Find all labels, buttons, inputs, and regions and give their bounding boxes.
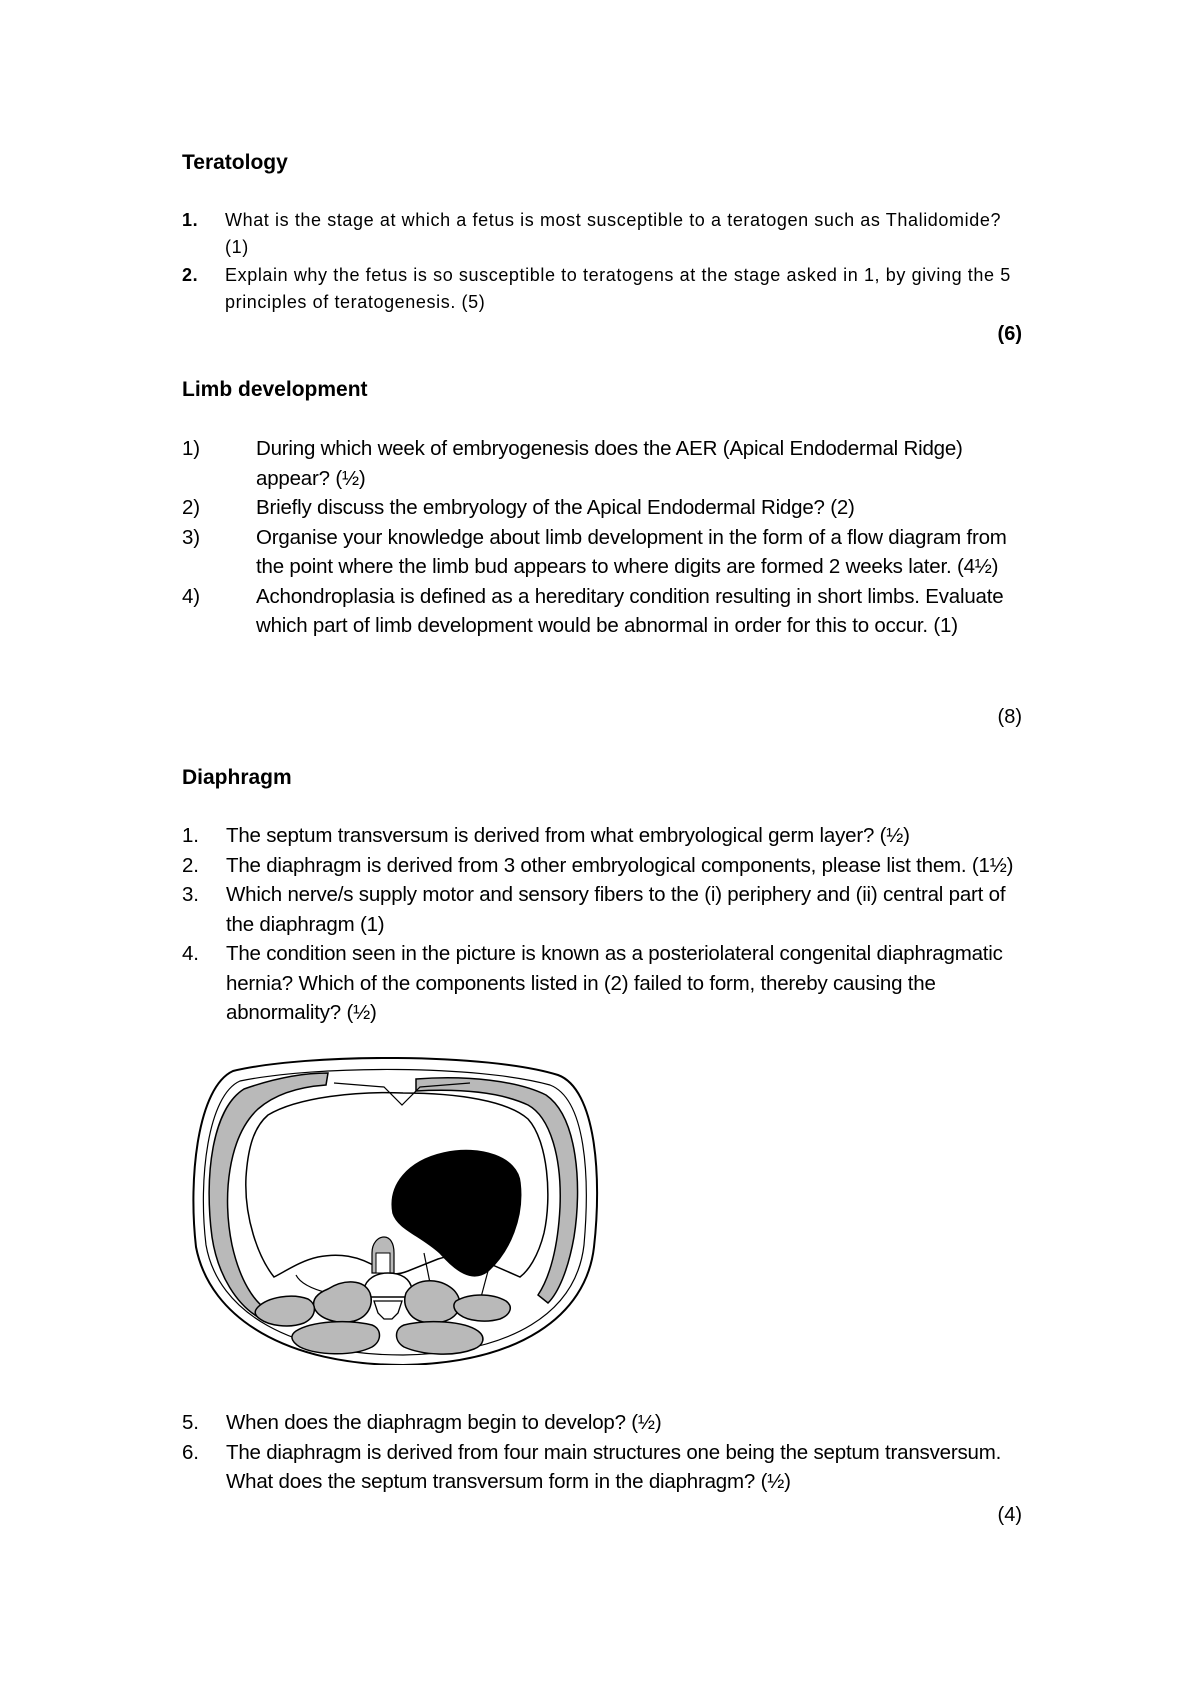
question-number: 1. xyxy=(182,210,199,230)
diaphragm-question-list-continued xyxy=(182,1408,1022,1497)
question-number: 2. xyxy=(182,265,199,285)
limb-development-question-list xyxy=(182,434,1022,641)
question-number: 4. xyxy=(182,942,199,965)
question-number: 6. xyxy=(182,1440,199,1464)
question-number: 3) xyxy=(182,525,200,549)
question-number: 1) xyxy=(182,437,200,460)
question-text: Achondroplasia is defined as a hereditary condition resulting in short limbs. Evaluate which part of limb development would be abnormal in order for this to occur. (1) xyxy=(256,584,1004,637)
left-erector-muscle xyxy=(292,1322,380,1354)
diaphragm-question-2 xyxy=(182,851,1022,881)
teratology-question-list xyxy=(182,207,1022,315)
aorta-lumen xyxy=(376,1253,390,1273)
limb-development-total-marks: (8) xyxy=(997,706,1022,728)
question-text: When does the diaphragm begin to develop? (½) xyxy=(226,1411,662,1434)
diaphragm-question-4 xyxy=(182,939,1022,1028)
teratology-question-1 xyxy=(182,207,1022,260)
question-text: Which nerve/s supply motor and sensory fibers to the (i) periphery and (ii) central part of the diaphragm (1) xyxy=(226,883,1006,936)
question-number: 1. xyxy=(182,824,199,847)
question-text: Briefly discuss the embryology of the Apical Endodermal Ridge? (2) xyxy=(256,496,855,519)
question-number: 4) xyxy=(182,584,200,608)
diaphragm-question-6 xyxy=(182,1438,1022,1497)
limb-question-4 xyxy=(182,582,1022,641)
diaphragm-question-5 xyxy=(182,1408,1022,1438)
question-number: 2. xyxy=(182,853,199,877)
question-text: What is the stage at which a fetus is most susceptible to a teratogen such as Thalidomide? (1) xyxy=(225,210,1002,257)
limb-question-1 xyxy=(182,434,1022,493)
diaphragm-question-3 xyxy=(182,880,1022,939)
question-text: Organise your knowledge about limb development in the form of a flow diagram from the point where the limb bud appears to where digits are formed 2 weeks later. (4½) xyxy=(256,525,1007,578)
diaphragmatic-hernia-figure xyxy=(188,1057,602,1365)
question-text: The diaphragm is derived from 3 other embryological components, please list them. (1½) xyxy=(226,853,1014,877)
teratology-total-marks: (6) xyxy=(997,323,1022,345)
diaphragm-question-1 xyxy=(182,821,1022,851)
teratology-heading: Teratology xyxy=(182,151,288,174)
limb-development-heading: Limb development xyxy=(182,378,368,401)
question-text: The diaphragm is derived from four main structures one being the septum transversum. What does the septum transversum form in the diaphragm? (½) xyxy=(226,1440,1002,1493)
limb-question-3 xyxy=(182,523,1022,582)
question-number: 3. xyxy=(182,883,199,906)
question-number: 2) xyxy=(182,496,200,519)
question-text: Explain why the fetus is so susceptible to teratogens at the stage asked in 1, by giving the 5 principles of teratogenesis. (5) xyxy=(225,265,1011,312)
teratology-question-2 xyxy=(182,262,1022,315)
diaphragm-total-marks: (4) xyxy=(997,1504,1022,1526)
diaphragm-question-list xyxy=(182,821,1022,1028)
right-erector-muscle xyxy=(397,1322,483,1354)
question-text: During which week of embryogenesis does the AER (Apical Endodermal Ridge) appear? (½) xyxy=(256,437,963,490)
right-lateral-muscle xyxy=(454,1295,510,1321)
question-number: 5. xyxy=(182,1411,199,1434)
diaphragm-heading: Diaphragm xyxy=(182,766,292,789)
question-text: The septum transversum is derived from what embryological germ layer? (½) xyxy=(226,824,910,847)
limb-question-2 xyxy=(182,493,1022,523)
question-text: The condition seen in the picture is known as a posteriolateral congenital diaphragmatic hernia? Which of the components listed in (2) failed to form, thereby causing the abnormality? (½) xyxy=(226,942,1003,1024)
